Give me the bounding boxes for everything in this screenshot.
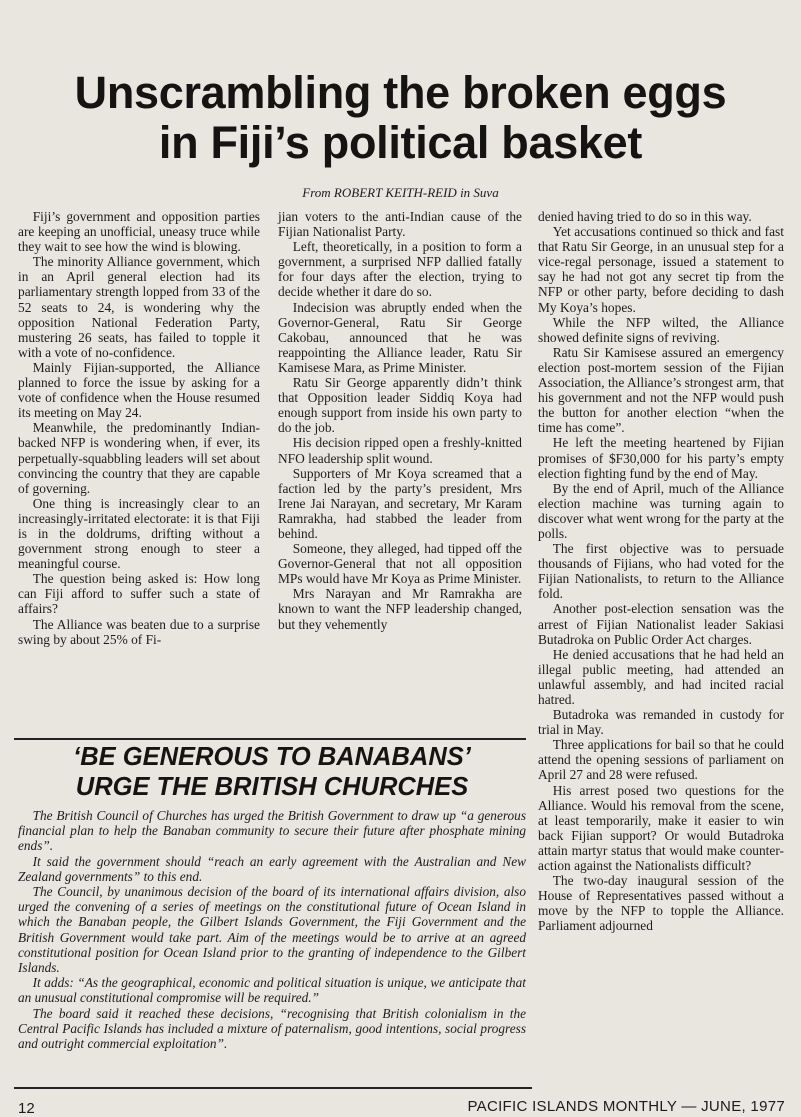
paragraph: The Alliance was beaten due to a surprise swing by about 25% of Fi- [18,616,260,647]
paragraph: While the NFP wilted, the Alliance showed definite signs of reviving. [538,314,784,345]
sidebar-title-line-1: ‘BE GENEROUS TO BANABANS’ [73,743,471,771]
paragraph: Ratu Sir George apparently didn’t think that Opposition leader Siddiq Koya had enough support from inside his own party to do the job. [278,375,522,436]
sidebar-body [18,808,526,1051]
paragraph: The minority Alliance government, which in an April general election had its parliamentary strength lopped from 33 of the 52 seats to 24, is wondering why the opposition National Federation Party, mustering 26 seats, has failed to topple it with a vote of no-confidence. [18,254,260,360]
paragraph: Mainly Fijian-supported, the Alliance planned to force the issue by asking for a vote of confidence when the House resumed its meeting on May 24. [18,359,260,421]
paragraph: The British Council of Churches has urged the British Government to draw up “a generous financial plan to help the Banaban community to secure their future after phosphate mining ends”. [18,808,526,854]
paragraph: Someone, they alleged, had tipped off the Governor-General that not all opposition MPs would have Mr Koya as Prime Minister. [278,541,522,587]
paragraph: It adds: “As the geographical, economic and political situation is unique, we anticipate that an unusual constitutional compromise will be required.” [18,975,526,1006]
paragraph: Three applications for bail so that he could attend the opening sessions of parliament on April 27 and 28 were refused. [538,737,784,783]
paragraph: By the end of April, much of the Alliance election machine was turning again to discover what went wrong for the party at the polls. [538,480,784,541]
paragraph: One thing is increasingly clear to an increasingly-irritated electorate: it is that Fiji is in the doldrums, drifting without a government strong enough to steer a meaningful course. [18,495,260,572]
paragraph: Supporters of Mr Koya screamed that a faction led by the party’s president, Mrs Irene Jai Narayan, and secretary, Mr Karam Ramrakha, had stabbed the leader from behind. [278,465,522,541]
sidebar-title [18,742,526,802]
paragraph: His arrest posed two questions for the Alliance. Would his removal from the scene, at least temporarily, make it easier to win back Fijian support? Or would Butadroka attain martyr status that would make counter-action against the Nationalists difficult? [538,782,784,874]
paragraph: He left the meeting heartened by Fijian promises of $F30,000 for his party’s empty election fighting fund by the end of May. [538,435,784,481]
paragraph: The first objective was to persuade thousands of Fijians, who had voted for the Fijian Nationalists, to return to the Alliance fold. [538,541,784,602]
paragraph: jian voters to the anti-Indian cause of the Fijian Nationalist Party. [278,209,522,240]
paragraph: His decision ripped open a freshly-knitted NFO leadership split wound. [278,435,522,466]
paragraph: Mrs Narayan and Mr Ramrakha are known to want the NFP leadership changed, but they vehemently [278,586,522,632]
paragraph: Fiji’s government and opposition parties are keeping an unofficial, uneasy truce while they wait to see how the wind is blowing. [18,209,260,255]
paragraph: The board said it reached these decisions, “recognising that British colonialism in the Central Pacific Islands has included a mixture of paternalism, good intentions, social progress and outright commercial exploitation”. [18,1005,526,1052]
paragraph: Another post-election sensation was the arrest of Fijian Nationalist leader Sakiasi Butadroka on Public Order Act charges. [538,601,784,647]
paragraph: Butadroka was remanded in custody for trial in May. [538,707,784,738]
article-headline [0,68,801,168]
article-column-3 [538,209,784,934]
article-column-1 [18,209,260,647]
paragraph: It said the government should “reach an early agreement with the Australian and New Zealand governments” to this end. [18,853,526,884]
page-number: 12 [18,1100,35,1117]
sidebar-title-line-2: URGE THE BRITISH CHURCHES [75,773,469,801]
headline-line-2: in Fiji’s political basket [158,117,643,168]
sidebar-bottom-rule [14,1087,532,1089]
headline-line-1: Unscrambling the broken eggs [74,67,727,118]
paragraph: The two-day inaugural session of the House of Representatives passed without a move by the NFP to topple the Alliance. Parliament adjourned [538,873,784,934]
byline: From ROBERT KEITH-REID in Suva [302,185,499,200]
paragraph: Indecision was abruptly ended when the Governor-General, Ratu Sir George Cakobau, announced that he was reappointing the Alliance leader, Ratu Sir Kamisese Mara, as Prime Minister. [278,299,522,375]
paragraph: Yet accusations continued so thick and fast that Ratu Sir George, in an unusual step for a vice-regal personage, issued a statement to say he had not got any secret tip from the NFP or other party, before deciding to dash My Koya’s hopes. [538,224,784,315]
sidebar-top-rule [14,738,526,740]
paragraph: Meanwhile, the predominantly Indian-backed NFP is wondering when, if ever, its perpetually-squabbling leaders will set about convincing the country that they are capable of governing. [18,420,260,496]
paragraph: Left, theoretically, in a position to form a government, a surprised NFP dallied fatally for four days after the election, trying to decide whether it dare do so. [278,239,522,300]
publication-footer: PACIFIC ISLANDS MONTHLY — JUNE, 1977 [467,1098,785,1115]
paragraph: denied having tried to do so in this way. [538,209,752,224]
paragraph: The question being asked is: How long can Fiji afford to suffer such a state of affairs? [18,571,260,617]
paragraph: The Council, by unanimous decision of the board of its international affairs division, also urged the convening of a series of meetings on the constitutional future of Ocean Island in which the Banaban people, the Gilbert Islands Government, the Fiji Government and the British Government would take part. Aim of the meetings would be to arrive at an agreed constitutional position for Ocean Island prior to the granting of independence to the Gilbert Islands. [18,884,526,976]
paragraph: Ratu Sir Kamisese assured an emergency election post-mortem session of the Fijian Association, the Alliance’s strongest arm, that his government and not the NFP would push the button for another election “when the time has come”. [538,344,784,436]
article-column-2 [278,209,522,632]
paragraph: He denied accusations that he had held an illegal public meeting, had attended an unlawful assembly, and had incited racial hatred. [538,646,784,707]
